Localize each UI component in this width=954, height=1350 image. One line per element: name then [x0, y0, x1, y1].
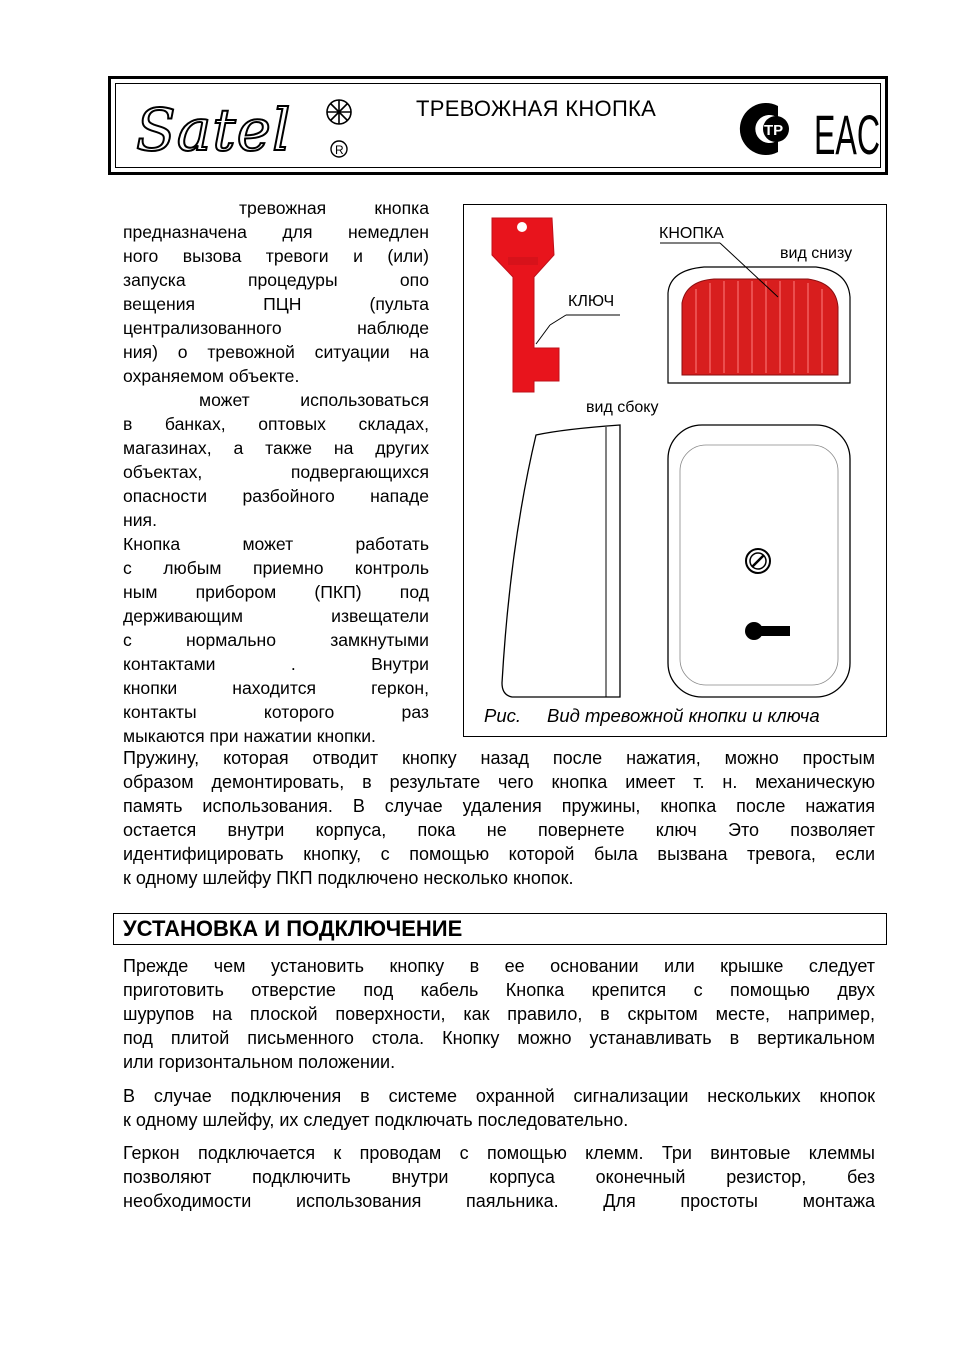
certification-marks — [734, 98, 884, 166]
caption-text: Вид тревожной кнопки и ключа — [547, 705, 820, 726]
paragraph-line: В случае подключения в системе охранной сигнализации нескольких кнопок — [123, 1086, 875, 1106]
svg-text:R: R — [335, 143, 344, 157]
paragraph-line: под плитой письменного стола. Кнопку можно устанавливать в вертикальном — [123, 1028, 875, 1048]
paragraph-line: Прежде чем установить кнопку в ее основании или крышке следует — [123, 956, 875, 976]
intro-line: объектах, подвергающихся — [123, 462, 429, 482]
intro-line: опасности разбойного нападе — [123, 486, 429, 506]
section-heading-installation — [113, 913, 887, 945]
paragraph-line: позволяют подключить внутри корпуса оконечный резистор, без — [123, 1167, 875, 1187]
key-illustration — [492, 218, 566, 392]
intro-line: Кнопка может работать — [123, 534, 429, 554]
intro-text-column — [123, 196, 429, 748]
intro-line: с любым приемно контроль — [123, 558, 429, 578]
intro-line: вещения ПЦН (пульта — [123, 294, 429, 314]
caption-prefix: Рис. — [484, 705, 522, 726]
paragraph-line: необходимости использования паяльника. Для простоты монтажа — [123, 1191, 875, 1211]
intro-line: ния. — [123, 510, 157, 530]
intro-line: предназначена для немедлен — [123, 222, 429, 242]
gost-tr-mark-icon — [740, 103, 789, 155]
paragraph-line: память использования. В случае удаления пружины, кнопка после нажатия — [123, 796, 875, 816]
intro-line: ным прибором (ПКП) под — [123, 582, 429, 602]
button-side-view — [502, 425, 620, 697]
screw-icon — [746, 549, 770, 573]
paragraph-mounting — [123, 954, 875, 1074]
intro-line: охраняемом объекте. — [123, 366, 300, 386]
satel-logo — [134, 94, 369, 164]
paragraph-line: образом демонтировать, в результате чего кнопка имеет т. н. механическую — [123, 772, 875, 792]
eac-mark: EAC — [814, 103, 880, 166]
paragraph-line: шурупов на плоской поверхности, как правило, в скрытом месте, например, — [123, 1004, 875, 1024]
intro-line: держивающим извещатели — [123, 606, 429, 626]
paragraph-line: остается внутри корпуса, пока не повернете ключ Это позволяет — [123, 820, 875, 840]
intro-line: ния) о тревожной ситуации на — [123, 342, 429, 362]
intro-line: с нормально замкнутыми — [123, 630, 429, 650]
intro-line: централизованного наблюде — [123, 318, 429, 338]
paragraph-line: или горизонтальном положении. — [123, 1052, 396, 1072]
paragraph-line: приготовить отверстие под кабель Кнопка крепится с помощью двух — [123, 980, 875, 1000]
intro-line: контактами . Внутри — [123, 654, 429, 674]
intro-line: запуска процедуры опо — [123, 270, 429, 290]
logo-text: Satel — [136, 96, 292, 164]
paragraph-line: Геркон подключается к проводам с помощью клемм. Три винтовые клеммы — [123, 1143, 875, 1163]
label-key: КЛЮЧ — [568, 293, 615, 310]
intro-line: кнопки находится геркон, — [123, 678, 429, 698]
paragraph-line: к одному шлейфу ПКП подключено несколько кнопок. — [123, 868, 574, 888]
label-button: КНОПКА — [659, 225, 724, 242]
paragraph-line: Пружину, которая отводит кнопку назад после нажатия, можно простым — [123, 748, 875, 768]
paragraph-line: к одному шлейфу, их следует подключать последовательно. — [123, 1110, 629, 1130]
paragraph-spring — [123, 746, 875, 890]
figure-drawing — [464, 205, 888, 738]
registered-mark-icon — [331, 141, 347, 157]
tr-mark-text: ТР — [764, 122, 784, 139]
section-heading-text: УСТАНОВКА И ПОДКЛЮЧЕНИЕ — [123, 916, 463, 941]
intro-line: ного вызова тревоги и (или) — [123, 246, 429, 266]
label-side-view: вид сбоку — [586, 399, 659, 416]
paragraph-line: идентифицировать кнопку, с помощью которой была вызвана тревога, если — [123, 844, 875, 864]
label-bottom-view: вид снизу — [780, 245, 853, 262]
document-title: ТРЕВОЖНАЯ КНОПКА — [416, 96, 657, 121]
figure-panic-button — [463, 204, 887, 737]
button-bottom-view — [660, 243, 853, 383]
intro-line: магазинах, а также на других — [123, 438, 429, 458]
snowflake-icon — [327, 100, 351, 124]
intro-line: контакты которого раз — [123, 702, 429, 722]
intro-line: в банках, оптовых складах, — [123, 414, 429, 434]
button-front-view — [668, 425, 850, 697]
paragraph-reed-switch — [123, 1141, 875, 1213]
figure-caption — [484, 705, 820, 727]
intro-line: может использоваться — [199, 390, 429, 410]
paragraph-series-connection — [123, 1084, 875, 1132]
header-inner-frame — [115, 83, 881, 168]
key-hole-icon — [517, 222, 527, 232]
document-header — [108, 76, 888, 175]
intro-line: мыкаются при нажатии кнопки. — [123, 726, 376, 746]
intro-line: тревожная кнопка — [239, 198, 429, 218]
